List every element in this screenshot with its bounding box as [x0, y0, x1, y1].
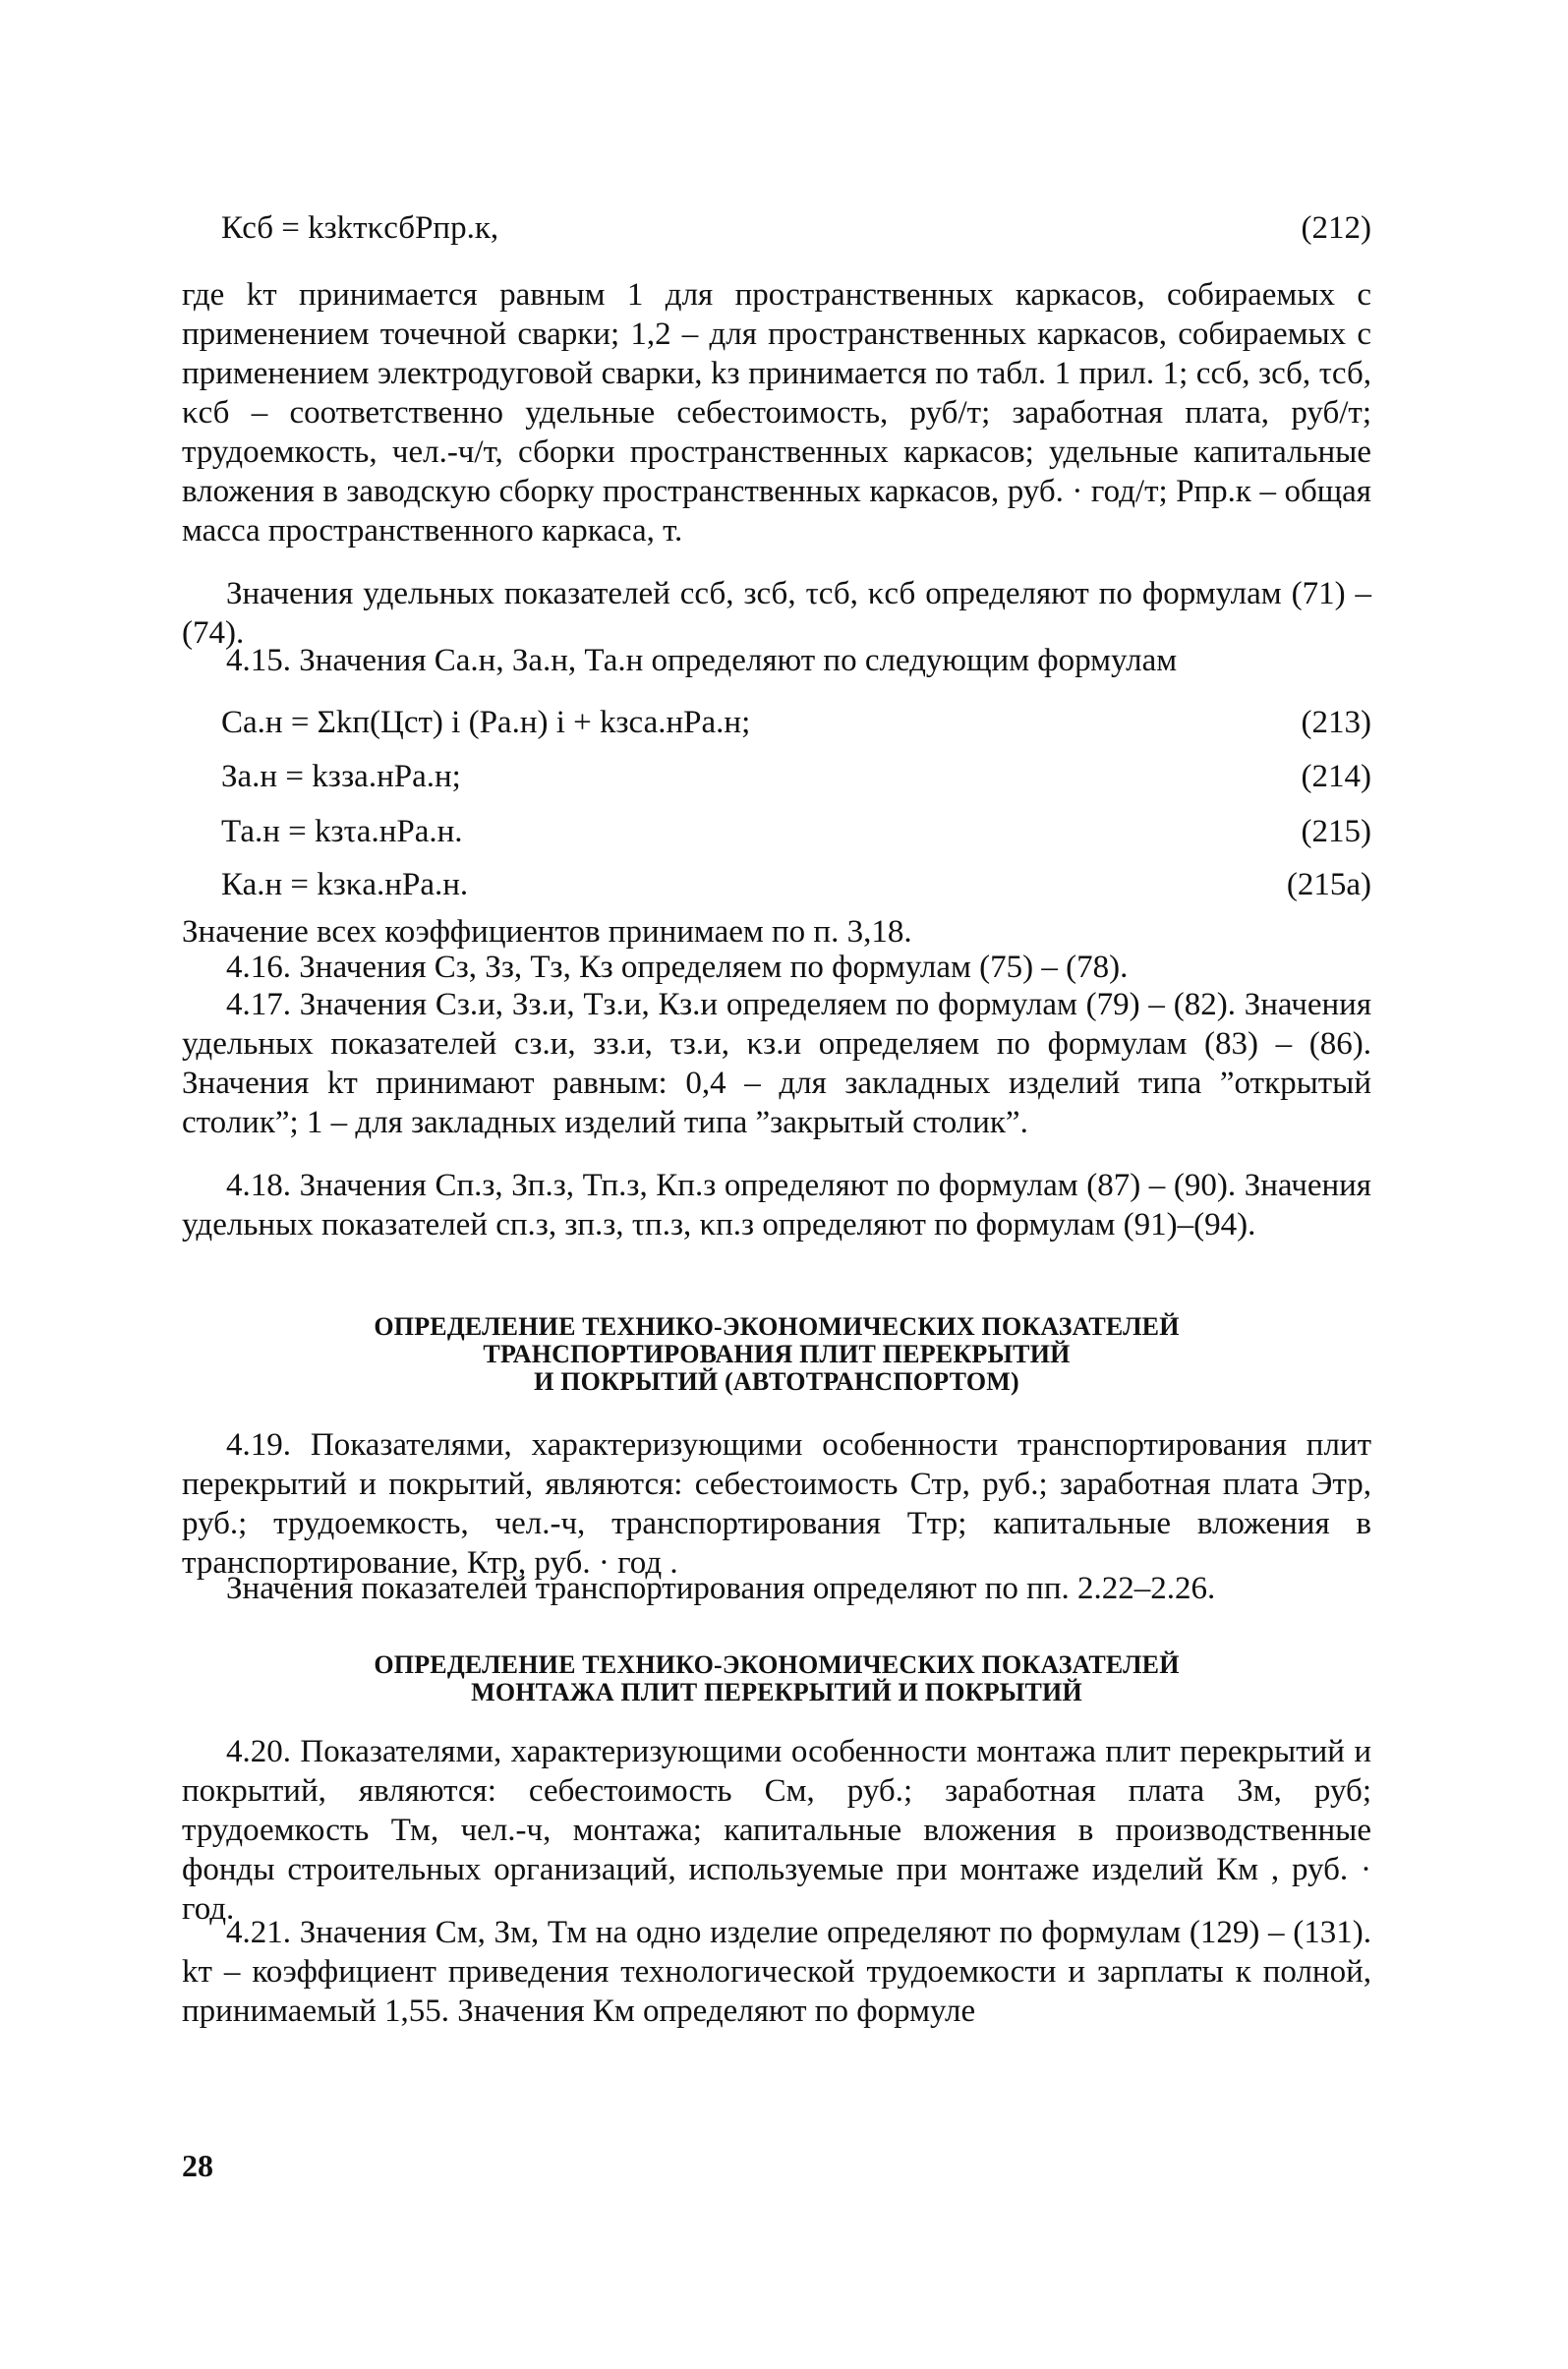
section-heading-transport — [182, 1313, 1371, 1396]
paragraph-transport-values: Значения показателей транспортирования определяют по пп. 2.22–2.26. — [226, 1571, 1216, 1606]
formula-215-number: (215) — [1301, 814, 1371, 849]
paragraph-specific-values: Значения удельных показателей ссб, зсб, τсб, κсб определяют по формулам (71) – (74). — [182, 576, 1371, 651]
formula-214-number: (214) — [1301, 759, 1371, 794]
page-number: 28 — [182, 2148, 213, 2183]
formula-213-expression: Са.н = Σkп(Цст) i (Ра.н) i + kзса.нРа.н; — [221, 705, 751, 740]
heading-mounting-line-1: ОПРЕДЕЛЕНИЕ ТЕХНИКО-ЭКОНОМИЧЕСКИХ ПОКАЗАТЕЛЕЙ — [374, 1650, 1180, 1679]
section-heading-mounting — [182, 1651, 1371, 1706]
paragraph-4-20: 4.20. Показателями, характеризующими особенности монтажа плит перекрытий и покрытий, являются: себестоимость См, руб.; заработная плата Зм, руб; трудоемкость Тм, чел.-ч, монтажа; капитальные вложения в производственные фонды строительных организаций, используемые при монтаже изделий Км , руб. · год. — [182, 1734, 1371, 1927]
formula-212-expression: Ксб = kзkтκсбРпр.к, — [221, 210, 499, 246]
formula-215-expression: Та.н = kзτа.нРа.н. — [221, 814, 463, 849]
formula-215a — [182, 865, 1371, 904]
paragraph-kt-definitions: где kт принимается равным 1 для пространственных каркасов, собираемых с применением точечной сварки; 1,2 – для пространственных каркасов, собираемых с применением электродуговой сварки, kз принимается по табл. 1 прил. 1; ссб, зсб, τсб, κсб – соответственно удельные себестоимость, руб/т; заработная плата, руб/т; трудоемкость, чел.-ч/т, сборки пространственных каркасов; удельные капитальные вложения в заводскую сборку пространственных каркасов, руб. · год/т; Рпр.к – общая масса пространственного каркаса, т. — [182, 277, 1371, 549]
formula-213 — [182, 703, 1371, 742]
formula-215 — [182, 812, 1371, 851]
formula-212-number: (212) — [1301, 210, 1371, 246]
paragraph-coefficients: Значение всех коэффициентов принимаем по п. 3,18. — [182, 914, 912, 950]
paragraph-4-16: 4.16. Значения Сз, Зз, Тз, Кз определяем по формулам (75) – (78). — [226, 950, 1129, 985]
paragraph-4-19: 4.19. Показателями, характеризующими особенности транспортирования плит перекрытий и покрытий, являются: себестоимость Стр, руб.; заработная плата Этр, руб.; трудоемкость, чел.-ч, транспортирования Ттр; капитальные вложения в транспортирование, Ктр, руб. · год . — [182, 1427, 1371, 1581]
formula-214-expression: За.н = kззa.нРа.н; — [221, 759, 461, 794]
heading-mounting-line-2: МОНТАЖА ПЛИТ ПЕРЕКРЫТИЙ И ПОКРЫТИЙ — [471, 1678, 1082, 1706]
formula-215a-number: (215а) — [1286, 867, 1371, 902]
paragraph-4-18: 4.18. Значения Сп.з, Зп.з, Тп.з, Кп.з определяют по формулам (87) – (90). Значения удельных показателей сп.з, зп.з, τп.з, κп.з определяют по формулам (91)–(94). — [182, 1168, 1371, 1242]
formula-214 — [182, 757, 1371, 796]
formula-212 — [182, 208, 1371, 248]
paragraph-4-21: 4.21. Значения См, Зм, Тм на одно изделие определяют по формулам (129) – (131). kт – коэффициент приведения технологической трудоемкости и зарплаты к полной, принимаемый 1,55. Значения Км определяют по формуле — [182, 1915, 1371, 2029]
heading-transport-line-2: ТРАНСПОРТИРОВАНИЯ ПЛИТ ПЕРЕКРЫТИЙ — [483, 1340, 1071, 1368]
formula-213-number: (213) — [1301, 705, 1371, 740]
paragraph-4-17: 4.17. Значения Сз.и, Зз.и, Тз.и, Кз.и определяем по формулам (79) – (82). Значения удельных показателей сз.и, зз.и, τз.и, κз.и определяем по формулам (83) – (86). Значения kт принимают равным: 0,4 – для закладных изделий типа ”открытый столик”; 1 – для закладных изделий типа ”закрытый столик”. — [182, 987, 1371, 1140]
heading-transport-line-1: ОПРЕДЕЛЕНИЕ ТЕХНИКО-ЭКОНОМИЧЕСКИХ ПОКАЗАТЕЛЕЙ — [374, 1312, 1180, 1341]
formula-215a-expression: Ка.н = kзκа.нРа.н. — [221, 867, 469, 902]
heading-transport-line-3: И ПОКРЫТИЙ (АВТОТРАНСПОРТОМ) — [534, 1367, 1019, 1396]
paragraph-4-15: 4.15. Значения Са.н, За.н, Та.н определяют по следующим формулам — [226, 643, 1178, 678]
